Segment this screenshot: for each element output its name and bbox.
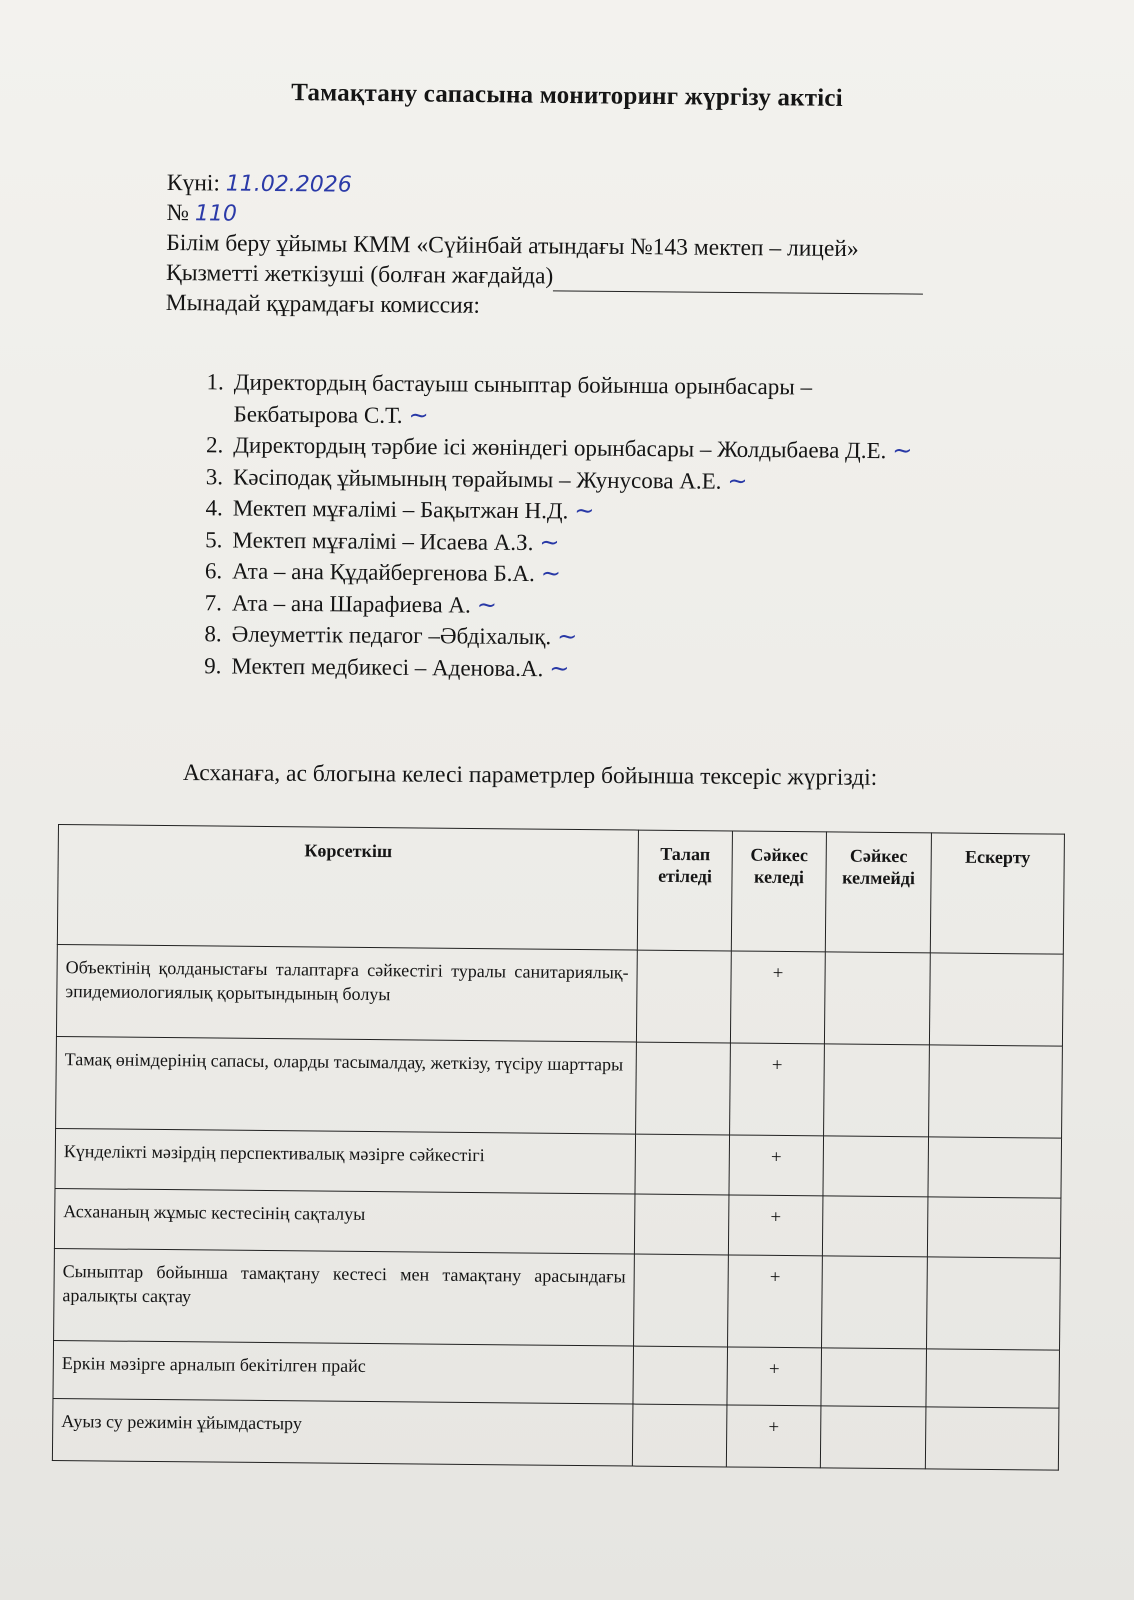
date-label: Күні: (166, 169, 221, 197)
signature-mark: ~ (892, 436, 912, 465)
indicator-cell: Еркін мәзірге арналып бекітілген прайс (53, 1340, 634, 1404)
supplier-label: Қызметті жеткізуші (болған жағдайда) (165, 259, 554, 290)
noncompliant-cell (824, 1044, 930, 1137)
signature-mark: ~ (557, 622, 577, 651)
header-compliant: Сәйкес келеді (731, 831, 826, 952)
required-cell (636, 1042, 731, 1135)
header-indicator: Көрсеткіш (57, 825, 638, 951)
inspection-table (52, 824, 1065, 1471)
compliant-cell: + (730, 1043, 825, 1136)
number-handwritten: 110 (194, 201, 238, 227)
required-cell (632, 1404, 727, 1467)
supplier-blank-field (553, 266, 923, 294)
header-noncompliant: Сәйкес келмейді (825, 832, 931, 953)
table-row (54, 1188, 1061, 1258)
commission-label: Мынадай құрамдағы комиссия: (165, 289, 481, 319)
list-item: 7. Ата – ана Шарафиева А. ~ (180, 586, 1080, 625)
signature-mark: ~ (408, 400, 428, 429)
date-handwritten: 11.02.2026 (225, 171, 352, 198)
table-row (52, 1398, 1059, 1470)
table-row (56, 1036, 1063, 1138)
list-item: 6. Ата – ана Құдайбергенова Б.А. ~ (180, 555, 1080, 594)
indicator-cell: Асхананың жұмыс кестесінің сақталуы (54, 1188, 635, 1254)
list-item: 2. Директордың тәрбие ісі жөніндегі орынбасары – Жолдыбаева Д.Е. ~ (181, 429, 1081, 468)
note-cell (928, 1137, 1062, 1198)
list-item: 8. Әлеуметтік педагог –Әбдіхалық. ~ (180, 618, 1080, 657)
signature-mark: ~ (539, 527, 559, 556)
document-header (166, 168, 1007, 325)
noncompliant-cell (823, 1136, 929, 1197)
list-item: 3. Кәсіподақ ұйымының төрайымы – Жунусова А.Е. ~ (181, 460, 1081, 499)
signature-mark: ~ (574, 496, 594, 525)
noncompliant-cell (820, 1406, 926, 1469)
indicator-cell: Күнделікті мәзірдің перспективалық мәзірге сәйкестігі (55, 1128, 636, 1194)
header-note: Ескерту (930, 833, 1064, 954)
note-cell (927, 1197, 1061, 1258)
required-cell (635, 1134, 730, 1195)
compliant-cell: + (727, 1347, 822, 1406)
table-row (54, 1248, 1061, 1350)
compliant-cell: + (728, 1195, 823, 1256)
required-cell (634, 1254, 729, 1347)
table-row (53, 1340, 1060, 1408)
header-required: Талап етіледі (637, 830, 732, 951)
table-header-row (57, 825, 1064, 955)
note-cell (926, 1349, 1060, 1408)
list-item: 4. Мектеп мұғалімі – Бақытжан Н.Д. ~ (181, 492, 1081, 531)
required-cell (636, 950, 731, 1043)
indicator-cell: Объектінің қолданыстағы талаптарға сәйкестігі туралы санитариялық-эпидемиологиялық қорытындының болуы (56, 944, 637, 1042)
compliant-cell: + (726, 1405, 821, 1468)
note-cell (925, 1407, 1059, 1470)
commission-list (179, 366, 1082, 689)
number-label: № (166, 199, 190, 227)
indicator-cell: Ауыз су режимін ұйымдастыру (52, 1398, 633, 1466)
indicator-cell: Сыныптар бойынша тамақтану кестесі мен тамақтану арасындағы аралықты сақтау (54, 1248, 635, 1346)
list-item: 5. Мектеп мұғалімі – Исаева А.З. ~ (180, 523, 1080, 562)
signature-mark: ~ (476, 590, 497, 619)
inspection-intro: Асханаға, ас блогына келесі параметрлер бойынша тексеріс жүргізді: (182, 760, 878, 791)
table-row (55, 1128, 1062, 1198)
required-cell (634, 1194, 729, 1255)
noncompliant-cell (822, 1256, 928, 1349)
list-item: Бекбатырова С.Т. ~ (181, 397, 1081, 436)
note-cell (929, 953, 1063, 1046)
indicator-cell: Тамақ өнімдерінің сапасы, оларды тасымалдау, жеткізу, түсіру шарттары (56, 1036, 637, 1134)
noncompliant-cell (824, 952, 930, 1045)
document-title: Тамақтану сапасына мониторинг жүргізу актісі (291, 79, 843, 112)
table-row (56, 944, 1063, 1046)
note-cell (927, 1257, 1061, 1350)
compliant-cell: + (728, 1255, 823, 1348)
signature-mark: ~ (727, 466, 747, 495)
inspection-table-wrapper (52, 824, 1064, 1471)
list-item: 9. Мектеп медбикесі – Аденова.А. ~ (179, 649, 1079, 688)
list-item: 1. Директордың бастауыш сыныптар бойынша орынбасары – (206, 369, 813, 400)
required-cell (633, 1346, 728, 1405)
note-cell (929, 1045, 1063, 1138)
signature-mark: ~ (540, 559, 561, 588)
organization-line: Білім беру ұйымы КММ «Сүйінбай атындағы №143 мектеп – лицей» (166, 229, 859, 263)
compliant-cell: + (729, 1135, 824, 1196)
signature-mark: ~ (549, 653, 569, 682)
compliant-cell: + (730, 951, 825, 1044)
noncompliant-cell (822, 1196, 928, 1257)
noncompliant-cell (821, 1348, 927, 1407)
